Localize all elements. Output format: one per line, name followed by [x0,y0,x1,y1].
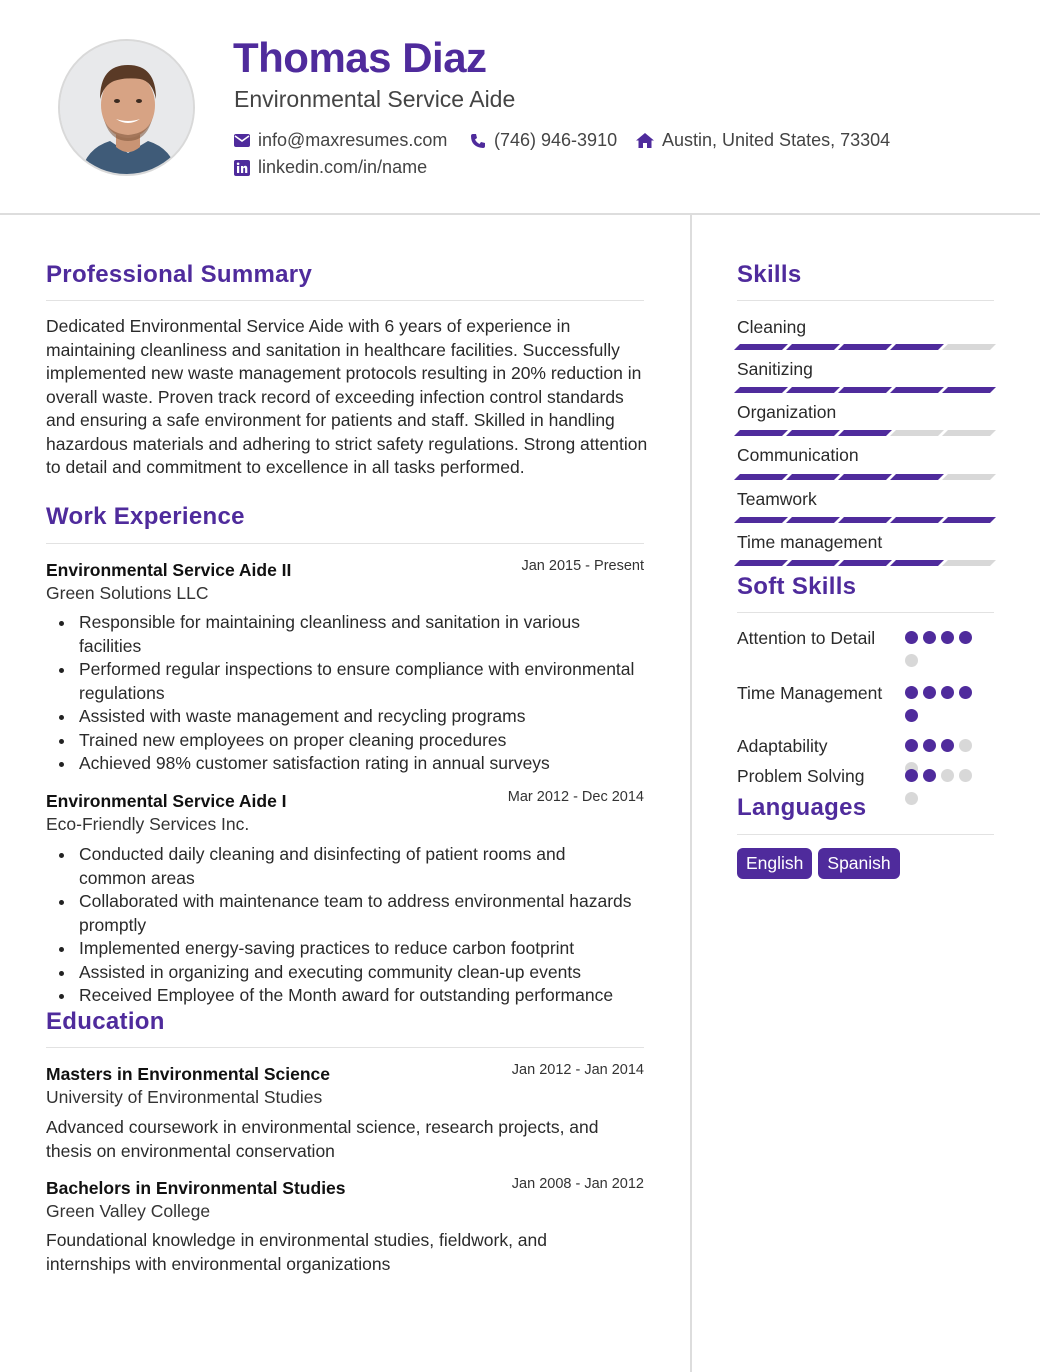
rating-dot-filled [905,686,918,699]
summary-heading: Professional Summary [46,261,313,288]
soft-skill-name: Attention to Detail [737,628,876,648]
language-list [737,848,900,879]
job-bullet: Assisted in organizing and executing community clean-up events [46,961,636,985]
skill-segment-filled [838,387,892,393]
job-bullet: Collaborated with maintenance team to address environmental hazards promptly [46,890,636,937]
job-title: Environmental Service Aide I [46,791,287,811]
skill-segment-filled [890,560,944,566]
job-date: Mar 2012 - Dec 2014 [507,789,644,805]
job-bullet-list [46,843,636,1008]
rating-dot-filled [905,769,918,782]
rating-dot-filled [923,631,936,644]
rating-dot-filled [905,739,918,752]
education-divider [46,1047,644,1048]
skill-segment-empty [942,560,996,566]
skill-segment-filled [786,517,840,523]
email-text: info@maxresumes.com [258,130,448,150]
skill-segment-filled [942,387,996,393]
job-bullet-list [46,611,636,776]
degree-school: University of Environmental Studies [46,1087,323,1107]
contact-location [636,130,890,151]
candidate-name: Thomas Diaz [233,34,487,81]
skill-segment-filled [890,387,944,393]
skill-name: Organization [737,402,837,422]
skill-rating-bar [737,560,993,566]
degree-description: Advanced coursework in environmental science, research projects, and thesis on environmental conservation [46,1117,599,1161]
skill-segment-filled [734,517,788,523]
rating-dot-filled [923,769,936,782]
skill-segment-filled [734,387,788,393]
rating-dot-empty [905,654,918,667]
skills-heading: Skills [737,261,802,288]
candidate-role: Environmental Service Aide [234,86,516,112]
rating-dot-empty [959,769,972,782]
skill-segment-filled [786,344,840,350]
skill-segment-filled [734,344,788,350]
contact-phone[interactable] [470,130,617,151]
soft-skill-name: Time Management [737,683,883,703]
skill-segment-empty [942,344,996,350]
experience-divider [46,543,644,544]
skill-name: Sanitizing [737,359,813,379]
skill-rating-bar [737,517,993,523]
job-bullet: Implemented energy-saving practices to reduce carbon footprint [46,937,636,961]
summary-text: Dedicated Environmental Service Aide with 6 years of experience in maintaining cleanliness and sanitation in healthcare facilities. Successfully implemented new waste management protocols resulting in 20% reduction in overall waste. Proven track record of exceeding infection control standards and ensuring a safe environment for patients and staff. Skilled in handling hazardous materials and adhering to strict safety regulations. Strong attention to detail and commitment to excellence in all tasks performed. [46,316,648,477]
skill-segment-empty [942,474,996,480]
job-bullet: Responsible for maintaining cleanliness and sanitation in various facilities [46,611,636,658]
linkedin-text: linkedin.com/in/name [258,157,428,177]
degree-description: Foundational knowledge in environmental studies, fieldwork, and internships with environmental organizations [46,1230,547,1274]
skill-rating-bar [737,474,993,480]
location-text: Austin, United States, 73304 [662,130,891,150]
job-bullet: Performed regular inspections to ensure compliance with environmental regulations [46,658,636,705]
language-chip: Spanish [818,848,899,879]
skill-segment-filled [838,430,892,436]
rating-dot-filled [941,631,954,644]
skill-name: Teamwork [737,489,817,509]
degree-school: Green Valley College [46,1201,211,1221]
phone-text: (746) 946-3910 [494,130,618,150]
person-avatar-icon [60,41,195,176]
job-bullet: Received Employee of the Month award for outstanding performance [46,984,636,1008]
soft-skill-rating [905,769,985,805]
rating-dot-filled [923,739,936,752]
rating-dot-filled [905,709,918,722]
resume-header [0,0,1040,215]
job-bullet: Achieved 98% customer satisfaction rating in annual surveys [46,752,636,776]
skill-name: Time management [737,532,883,552]
rating-dot-empty [959,739,972,752]
languages-divider [737,834,994,835]
job-title: Environmental Service Aide II [46,560,292,580]
skill-segment-filled [890,517,944,523]
rating-dot-filled [905,631,918,644]
profile-photo [58,39,195,176]
phone-icon [470,133,486,149]
skill-segment-filled [838,344,892,350]
degree-title: Masters in Environmental Science [46,1064,330,1084]
rating-dot-filled [959,631,972,644]
degree-date: Jan 2012 - Jan 2014 [511,1062,644,1078]
job-bullet: Trained new employees on proper cleaning procedures [46,729,636,753]
education-heading: Education [46,1008,165,1035]
job-date: Jan 2015 - Present [521,558,644,574]
skill-segment-empty [890,430,944,436]
skill-segment-filled [838,517,892,523]
rating-dot-filled [923,686,936,699]
envelope-icon [234,134,250,147]
soft-skill-rating [905,686,985,722]
skill-rating-bar [737,344,993,350]
skill-segment-filled [838,560,892,566]
skill-segment-filled [890,344,944,350]
job-bullet: Conducted daily cleaning and disinfecting of patient rooms and common areas [46,843,636,890]
skill-segment-filled [838,474,892,480]
contact-email[interactable] [234,130,447,151]
skill-segment-filled [734,430,788,436]
linkedin-icon [234,160,250,176]
summary-divider [46,300,644,301]
skill-name: Cleaning [737,317,807,337]
rating-dot-empty [941,769,954,782]
soft-skill-name: Problem Solving [737,766,865,786]
skill-name: Communication [737,445,859,465]
soft-skill-rating [905,631,985,667]
rating-dot-filled [941,739,954,752]
skill-segment-filled [734,474,788,480]
soft-skill-name: Adaptability [737,736,828,756]
soft-skills-divider [737,612,994,613]
skills-divider [737,300,994,301]
soft-skills-heading: Soft Skills [737,573,857,600]
skill-segment-filled [786,430,840,436]
rating-dot-filled [941,686,954,699]
column-divider [690,215,692,1372]
skill-segment-filled [786,474,840,480]
contact-linkedin[interactable] [234,157,427,178]
rating-dot-empty [905,792,918,805]
degree-title: Bachelors in Environmental Studies [46,1178,346,1198]
rating-dot-filled [959,686,972,699]
job-company: Eco-Friendly Services Inc. [46,814,250,834]
skill-segment-filled [890,474,944,480]
skill-segment-filled [786,387,840,393]
language-chip: English [737,848,812,879]
skill-rating-bar [737,387,993,393]
job-bullet: Assisted with waste management and recycling programs [46,705,636,729]
skill-segment-filled [786,560,840,566]
job-company: Green Solutions LLC [46,583,209,603]
languages-heading: Languages [737,794,867,821]
skill-segment-filled [734,560,788,566]
home-icon [636,133,654,148]
degree-date: Jan 2008 - Jan 2012 [511,1176,644,1192]
skill-segment-filled [942,517,996,523]
experience-heading: Work Experience [46,503,245,530]
skill-rating-bar [737,430,993,436]
skill-segment-empty [942,430,996,436]
